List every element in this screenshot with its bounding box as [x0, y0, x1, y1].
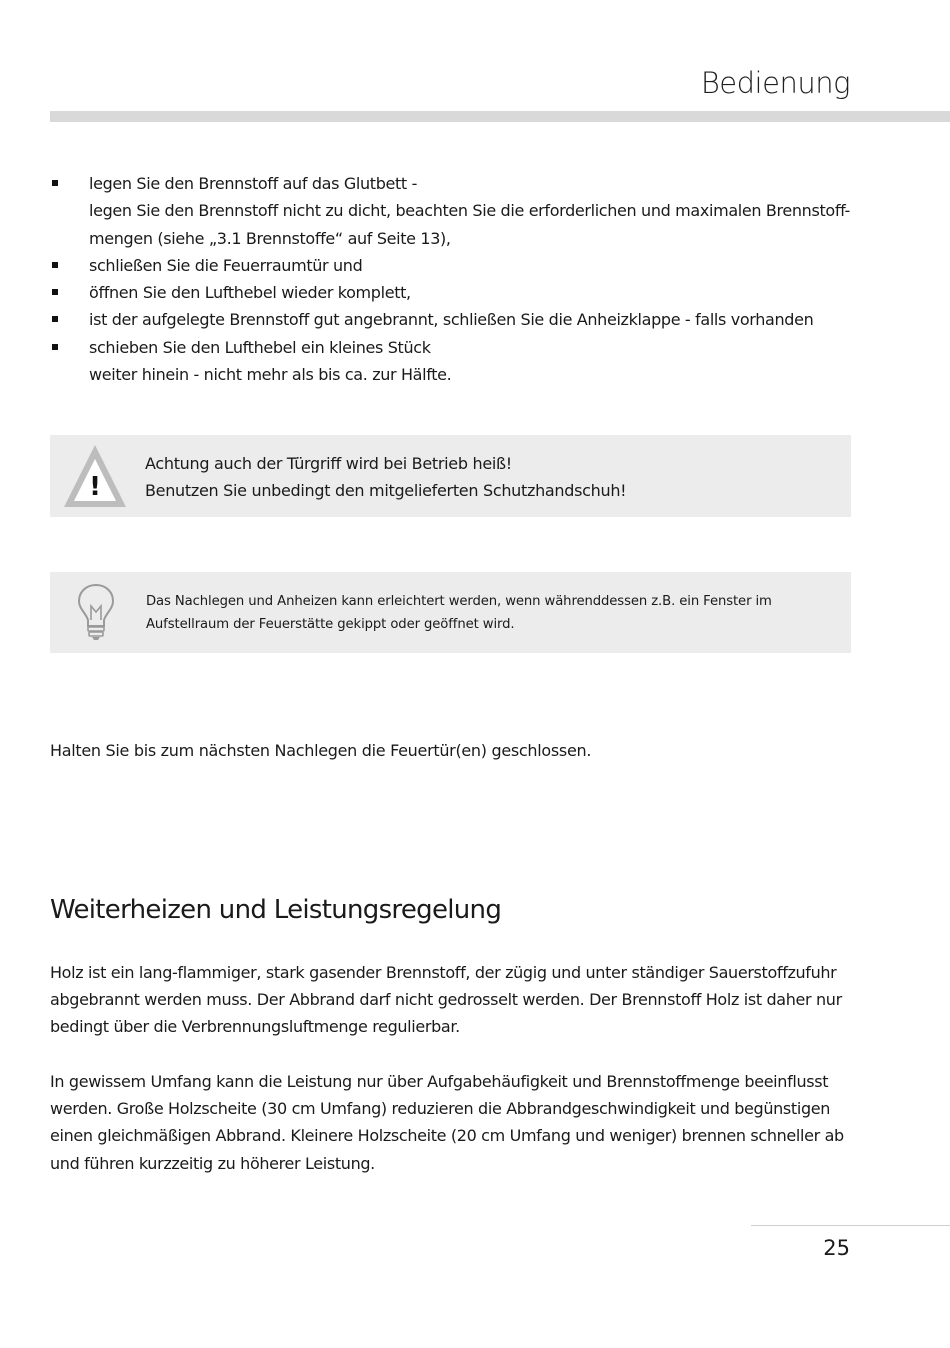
- warning-text: [145, 450, 626, 504]
- list-item-text: mengen (siehe „3.1 Brennstoffe“ auf Seite 13),: [89, 228, 451, 248]
- square-bullet-icon: [52, 289, 58, 295]
- section-paragraph: Holz ist ein lang-flammiger, stark gasender Brennstoff, der zügig und unter ständiger Sauerstoffzufuhr abgebrannt werden muss. Der Abbrand darf nicht gedrosselt werden. Der Brennstoff Holz ist daher nur bedingt über die Verbrennungsluftmenge regulierbar.: [50, 963, 842, 1037]
- tip-line: Das Nachlegen und Anheizen kann erleichtert werden, wenn währenddessen z.B. ein Fenster im: [146, 594, 772, 609]
- square-bullet-icon: [52, 344, 58, 350]
- header-divider: [50, 111, 950, 122]
- closing-instruction: Halten Sie bis zum nächsten Nachlegen die Feuertür(en) geschlossen.: [50, 741, 592, 760]
- warning-glyph: !: [89, 472, 101, 502]
- list-item: [50, 170, 850, 252]
- footer-divider: [751, 1225, 950, 1226]
- square-bullet-icon: [52, 180, 58, 186]
- list-item-text: legen Sie den Brennstoff auf das Glutbett -: [89, 174, 418, 193]
- list-item-text: weiter hinein - nicht mehr als bis ca. zur Hälfte.: [89, 365, 452, 385]
- list-item-text: schließen Sie die Feuerraumtür und: [89, 255, 363, 275]
- square-bullet-icon: [52, 316, 58, 322]
- tip-box: [50, 572, 851, 653]
- list-item: [50, 334, 850, 389]
- list-item-text: legen Sie den Brennstoff nicht zu dicht, beachten Sie die erforderlichen und maximalen Brennstoff-: [89, 201, 850, 221]
- tip-line: Aufstellraum der Feuerstätte gekippt oder geöffnet wird.: [146, 617, 515, 632]
- tip-text: [146, 590, 772, 636]
- warning-line: Achtung auch der Türgriff wird bei Betrieb heiß!: [145, 454, 512, 473]
- list-item: [50, 279, 850, 306]
- instruction-list: [50, 170, 850, 388]
- warning-triangle-icon: [62, 443, 128, 509]
- list-item-text: ist der aufgelegte Brennstoff gut angebrannt, schließen Sie die Anheizklappe - falls vorhanden: [89, 310, 814, 330]
- list-item-text: öffnen Sie den Lufthebel wieder komplett,: [89, 283, 411, 303]
- square-bullet-icon: [52, 262, 58, 268]
- warning-line: Benutzen Sie unbedingt den mitgelieferten Schutzhandschuh!: [145, 481, 627, 500]
- section-paragraph: In gewissem Umfang kann die Leistung nur über Aufgabehäufigkeit und Brennstoffmenge beeinflusst werden. Große Holzscheite (30 cm Umfang) reduzieren die Abbrandgeschwindigkeit und begünstigen einen gleichmäßigen Abbrand. Kleinere Holzscheite (20 cm Umfang und weniger) brennen schneller ab und führen kurzzeitig zu höherer Leistung.: [50, 1072, 844, 1173]
- page-header-title: Bedienung: [700, 66, 850, 100]
- warning-box: [50, 435, 851, 517]
- list-item: [50, 252, 850, 279]
- lightbulb-icon: [76, 582, 116, 642]
- list-item: [50, 306, 850, 333]
- list-item-text: schieben Sie den Lufthebel ein kleines Stück: [89, 337, 431, 357]
- section-heading: Weiterheizen und Leistungsregelung: [50, 895, 502, 925]
- page-number: 25: [823, 1236, 850, 1260]
